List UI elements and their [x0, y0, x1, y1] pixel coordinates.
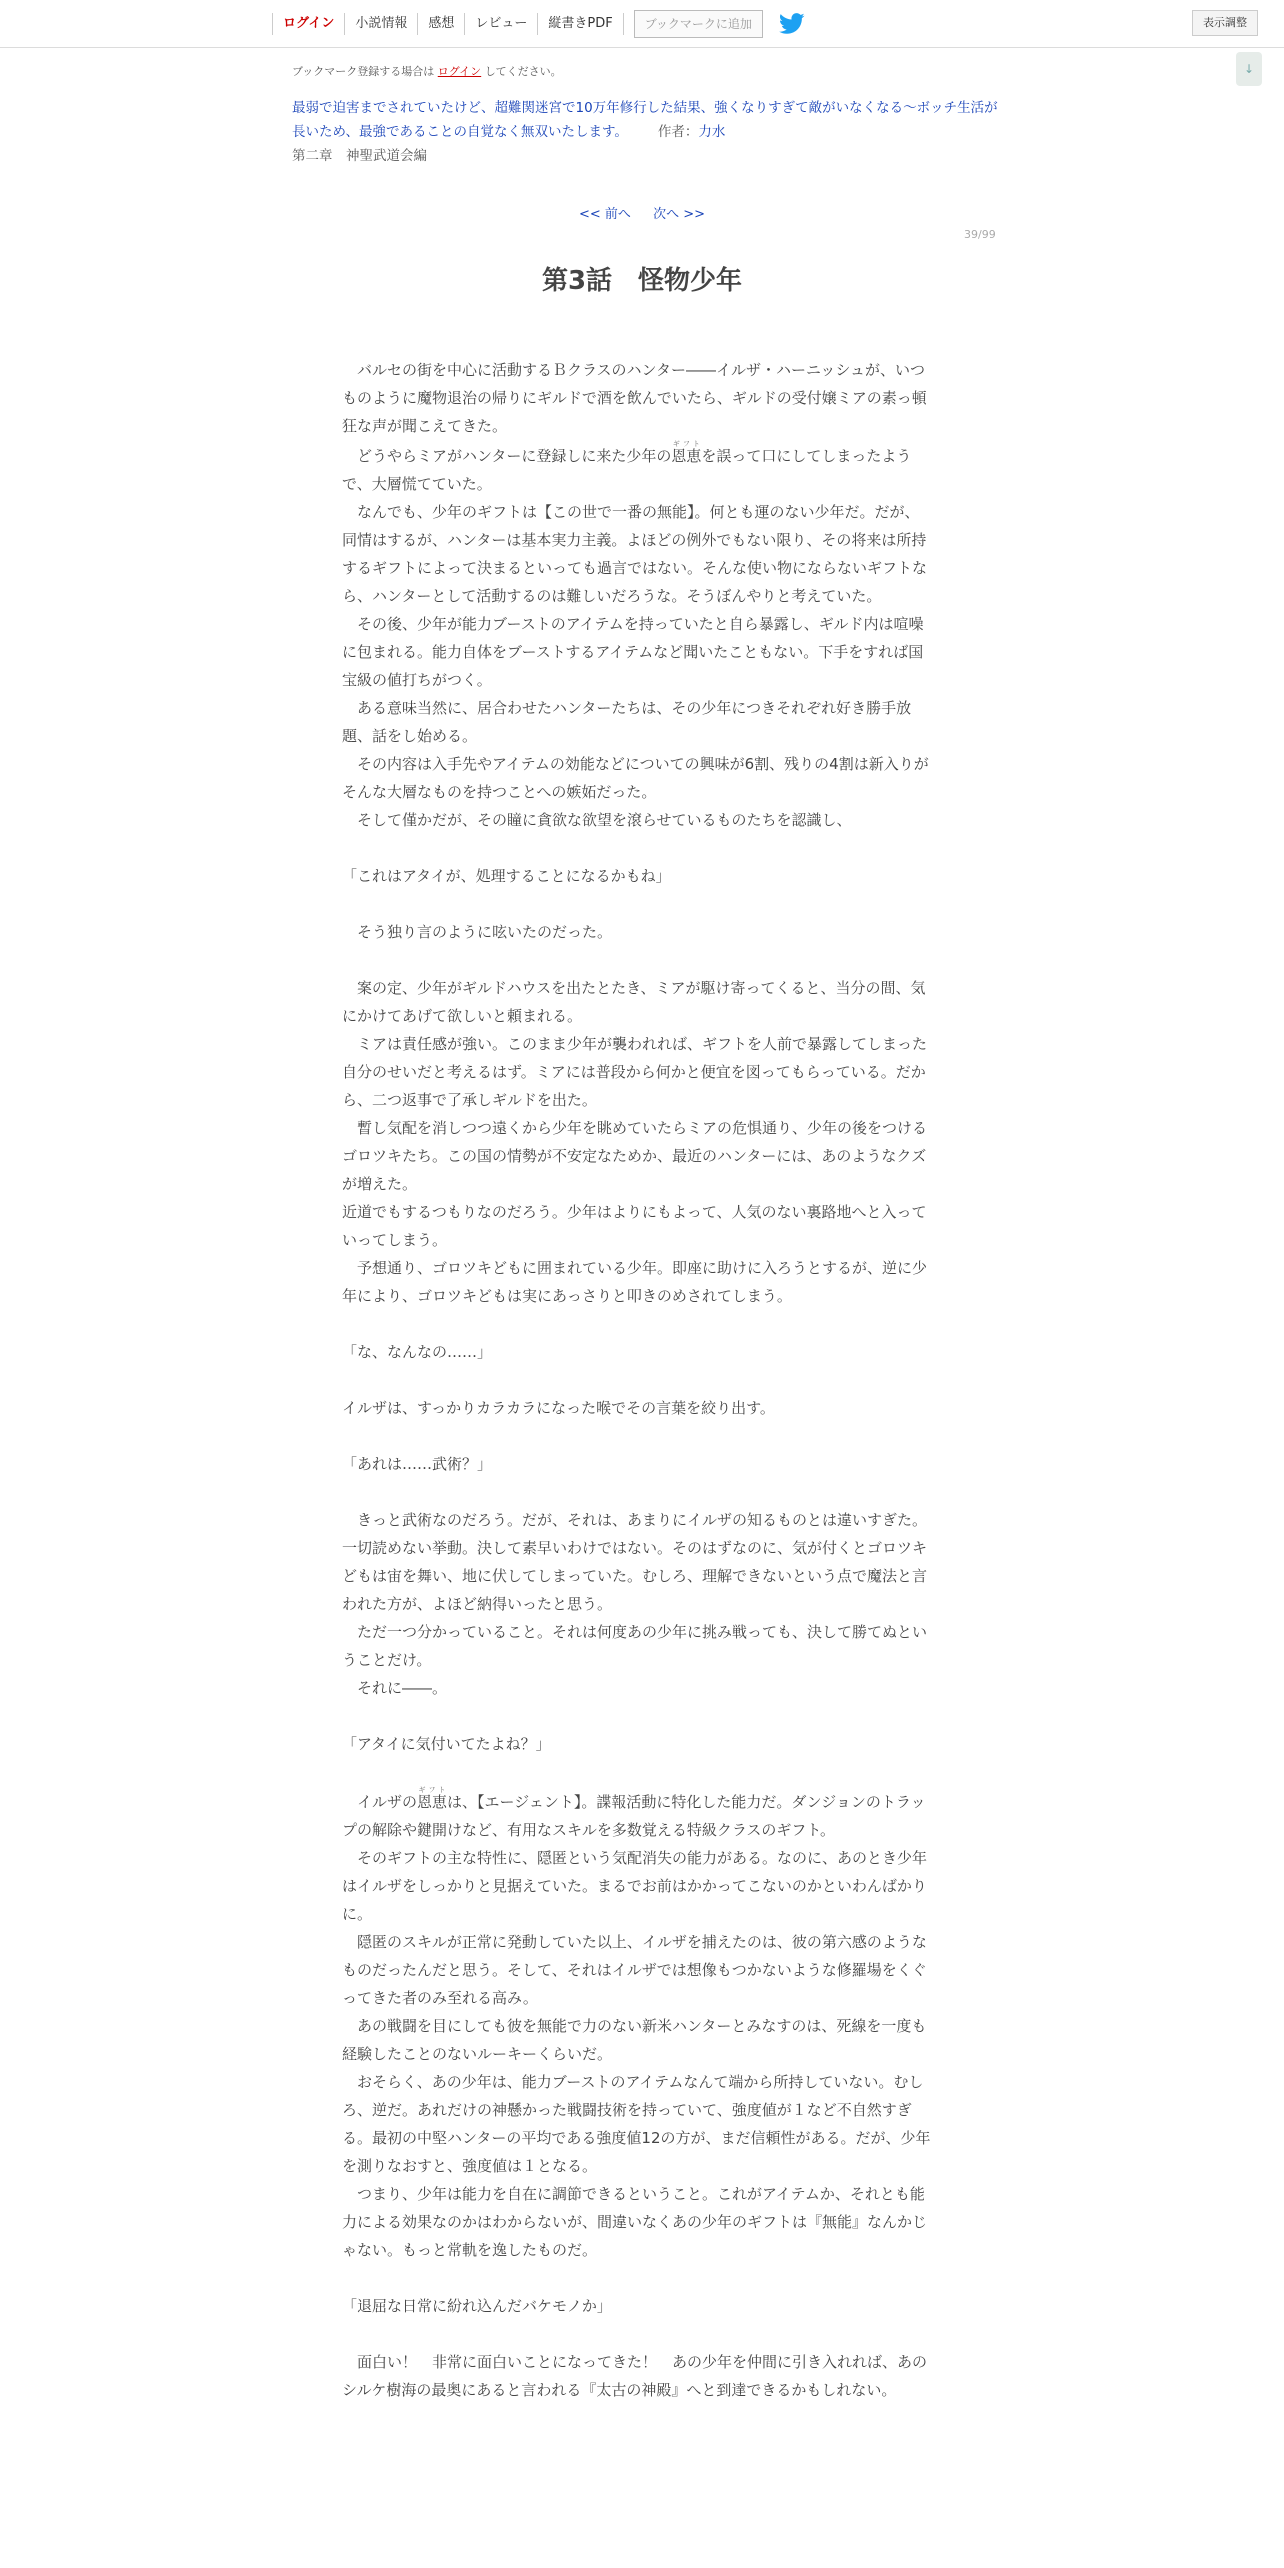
body-paragraph: 案の定、少年がギルドハウスを出たとたき、ミアが駆け寄ってくると、当分の間、気にかけてあげて欲しいと頼まれる。 [342, 979, 926, 1025]
blank-line [342, 1758, 934, 1786]
body-paragraph: おそらく、あの少年は、能力ブーストのアイテムなんて端から所持していない。むしろ、逆だ。あれだけの神懸かった戦闘技術を持っていて、強度値が１など不自然すぎる。最初の中堅ハンターの平均である強度値12の方が、まだ信頼性がある。だが、少年を測りなおすと、強度値は１となる。 [342, 2073, 931, 2175]
body-paragraph: 「退屈な日常に紛れ込んだバケモノか」 [342, 2297, 612, 2315]
body-paragraph: 「これはアタイが、処理することになるかもね」 [342, 867, 671, 885]
bookmark-notice-before: ブックマーク登録する場合は [292, 65, 435, 78]
body-paragraph: それに――。 [342, 1679, 448, 1697]
nav-novel-info[interactable]: 小説情報 [344, 13, 417, 35]
body-paragraph: ただ一つ分かっていること。それは何度あの少年に挑み戦っても、決して勝てぬということだけ。 [342, 1623, 928, 1669]
body-paragraph: どうやらミアがハンターに登録しに来た少年の恩恵ギフトを誤って口にしてしまったようで、大層慌てていた。 [342, 440, 912, 493]
body-paragraph: その内容は入手先やアイテムの効能などについての興味が6割、残りの4割は新入りがそんな大層なものを持つことへの嫉妬だった。 [342, 755, 929, 801]
body-paragraph: イルザの恩恵ギフトは、【エージェント】。諜報活動に特化した能力だ。ダンジョンのトラップの解除や鍵開けなど、有用なスキルを多数覚える特級クラスのギフト。 [342, 1786, 926, 1839]
bookmark-notice-login-link[interactable]: ログイン [437, 65, 482, 78]
body-paragraph: きっと武術なのだろう。だが、それは、あまりにイルザの知るものとは違いすぎた。 [342, 1511, 928, 1529]
nav-vertical-pdf[interactable]: 縦書きPDF [537, 13, 623, 35]
novel-title-link[interactable]: 最弱で迫害までされていたけど、超難関迷宮で10万年修行した結果、強くなりすぎて敵がいなくなる～ボッチ生活が長いため、最強であることの自覚なく無双いたします。 [292, 100, 998, 140]
page-count: 39/99 [964, 228, 996, 241]
body-paragraph: バルセの街を中心に活動するＢクラスのハンター――イルザ・ハーニッシュが、いつものように魔物退治の帰りにギルドで酒を飲んでいたら、ギルドの受付嬢ミアの素っ頓狂な声が聞こえてきた。 [342, 361, 927, 435]
body-paragraph: なんでも、少年のギフトは【この世で一番の無能】。何とも運のない少年だ。だが、同情はするが、ハンターは基本実力主義。よほどの例外でもない限り、その将来は所持するギフトによって決まるといっても過言ではない。そんな使い物にならないギフトなら、ハンターとして活動するのは難しいだろうな。そうぼんやりと考えていた。 [342, 503, 928, 605]
nav-impressions[interactable]: 感想 [417, 13, 464, 35]
nav-login[interactable]: ログイン [272, 13, 344, 35]
blank-line [342, 890, 934, 918]
body-paragraph: つまり、少年は能力を自在に調節できるということ。これがアイテムか、それとも能力による効果なのかはわからないが、間違いなくあの少年のギフトは『無能』なんかじゃない。もっと常軌を逸したものだ。 [342, 2185, 928, 2259]
scroll-down-button[interactable]: ↓ [1236, 52, 1262, 86]
body-paragraph: 「あれは……武術？」 [342, 1455, 493, 1473]
body-paragraph: そのギフトの主な特性に、隠匿という気配消失の能力がある。なのに、あのとき少年はイルザをしっかりと見据えていた。まるでお前はかかってこないのかといわんばかりに。 [342, 1849, 928, 1923]
blank-line [342, 834, 934, 862]
blank-line [342, 2432, 934, 2460]
bookmark-notice-after: してください。 [484, 65, 562, 78]
pager [0, 203, 1284, 222]
body-paragraph: そして僅かだが、その瞳に貪欲な欲望を滾らせているものたちを認識し、 [342, 811, 852, 829]
blank-line [342, 1702, 934, 1730]
body-paragraph: 予想通り、ゴロツキどもに囲まれている少年。即座に助けに入ろうとするが、逆に少年により、ゴロツキどもは実にあっさりと叩きのめされてしまう。 [342, 1259, 928, 1305]
author-label: 作者： [657, 124, 699, 140]
body-paragraph: その後、少年が能力ブーストのアイテムを持っていたと自ら暴露し、ギルド内は喧噪に包まれる。能力自体をブーストするアイテムなど聞いたこともない。下手をすれば国宝級の値打ちがつく。 [342, 615, 924, 689]
body-paragraph: ミアは責任感が強い。このまま少年が襲われれば、ギフトを人前で暴露してしまった自分のせいだと考えるはず。ミアには普段から何かと便宜を図ってもらっている。だから、二つ返事で了承しギルドを出た。 [342, 1035, 928, 1109]
next-page-link[interactable]: 次へ >> [653, 207, 705, 222]
nav-reviews[interactable]: レビュー [464, 13, 537, 35]
blank-line [342, 1366, 934, 1394]
blank-line [342, 1422, 934, 1450]
body-paragraph: ある意味当然に、居合わせたハンターたちは、その少年につきそれぞれ好き勝手放題、話をし始める。 [342, 699, 912, 745]
novel-header [292, 96, 998, 144]
twitter-icon[interactable] [779, 13, 805, 35]
blank-line [342, 946, 934, 974]
body-paragraph: 近道でもするつもりなのだろう。少年はよりにもよって、人気のない裏路地へと入っていってしまう。 [342, 1203, 927, 1249]
body-paragraph: 面白い！ 非常に面白いことになってきた！ あの少年を仲間に引き入れれば、あのシルケ樹海の最奥にあると言われる『太古の神殿』へと到達できるかもしれない。 [342, 2353, 928, 2399]
body-paragraph: 暫し気配を消しつつ遠くから少年を眺めていたらミアの危惧通り、少年の後をつけるゴロツキたち。この国の情勢が不安定なためか、最近のハンターには、あのようなクズが増えた。 [342, 1119, 928, 1193]
bookmark-add-button[interactable]: ブックマークに追加 [634, 10, 763, 38]
ruby-annotation: 恩恵ギフト [671, 440, 702, 465]
novel-body [342, 356, 934, 2460]
body-paragraph: イルザは、すっかりカラカラになった喉でその言葉を絞り出す。 [342, 1399, 775, 1417]
display-settings-button[interactable]: 表示調整 [1192, 10, 1258, 36]
episode-title: 第3話 怪物少年 [541, 266, 743, 296]
body-paragraph: 「アタイに気付いてたよね？」 [342, 1735, 551, 1753]
bookmark-notice [292, 63, 562, 79]
body-paragraph: 隠匿のスキルが正常に発動していた以上、イルザを捕えたのは、彼の第六感のようなものだったんだと思う。そして、それはイルザでは想像もつかないような修羅場をくぐってきた者のみ至れる高み。 [342, 1933, 927, 2007]
top-navigation-bar [0, 0, 1284, 48]
blank-line [342, 1310, 934, 1338]
blank-line [342, 2320, 934, 2348]
blank-line [342, 1478, 934, 1506]
body-paragraph: そう独り言のように呟いたのだった。 [342, 923, 613, 941]
blank-line [342, 2264, 934, 2292]
chapter-title: 第二章 神聖武道会編 [292, 148, 427, 164]
author-name-link[interactable]: 力水 [698, 124, 726, 140]
nav-menu [272, 0, 805, 47]
blank-line [342, 2404, 934, 2432]
body-paragraph: あの戦闘を目にしても彼を無能で力のない新米ハンターとみなすのは、死線を一度も経験したことのないルーキーくらいだ。 [342, 2017, 927, 2063]
ruby-annotation: 恩恵ギフト [417, 1786, 448, 1811]
prev-page-link[interactable]: << 前へ [579, 207, 631, 222]
body-paragraph: 一切読めない挙動。決して素早いわけではない。そのはずなのに、気が付くとゴロツキどもは宙を舞い、地に伏してしまっていた。むしろ、理解できないという点で魔法と言われた方が、よほど納得いったと思う。 [342, 1539, 928, 1613]
body-paragraph: 「な、なんなの……」 [342, 1343, 493, 1361]
